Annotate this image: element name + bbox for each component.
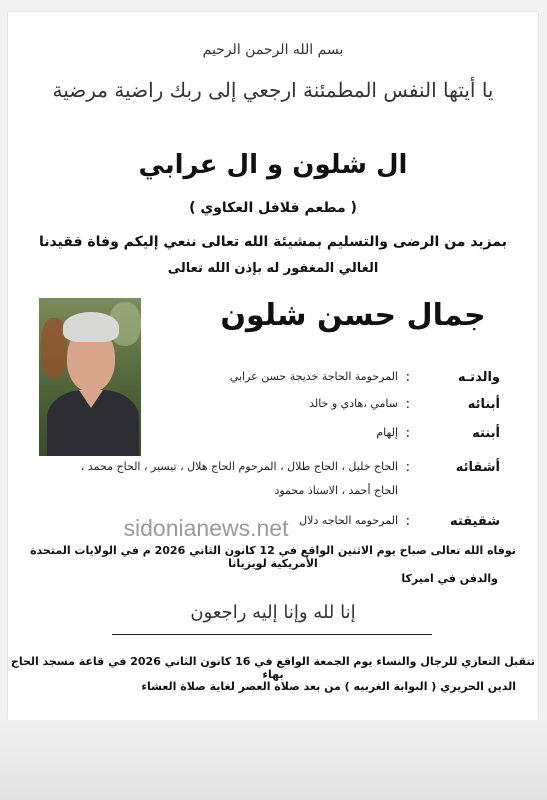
deceased-photo: [39, 298, 141, 456]
family-names: ال شلون و ال عرابي: [138, 150, 408, 180]
relative-value-continued: الحاج أحمد ، الاستاذ محمود: [274, 484, 398, 497]
condolences-line-2: الدين الحريري ( البوابة الغربيه ) من بعد صلاة العصر لغاية صلاة العشاء: [141, 680, 516, 693]
basmala: بسم الله الرحمن الرحيم: [202, 42, 344, 58]
relative-value: سامي ،هادي و خالد: [309, 397, 398, 410]
intro-line-1: بمزيد من الرضى والتسليم بمشيئة الله تعالى ننعي إليكم وفاة فقيدنا: [38, 234, 508, 250]
quran-verse: يا أيتها النفس المطمئنة ارجعي إلى ربك راضية مرضية: [52, 78, 494, 102]
deceased-name: جمال حسن شلون: [220, 298, 486, 333]
divider: [112, 634, 432, 635]
relative-label: أشقائه: [455, 460, 500, 475]
relative-value: إلهام: [376, 426, 398, 439]
relative-value: الحاج خليل ، الحاج طلال ، المرحوم الحاج هلال ، تيسير ، الحاج محمد ،: [80, 460, 398, 473]
relative-label: أبنائه: [467, 397, 500, 412]
death-notice-line-2: والدفن في اميركا: [401, 572, 498, 585]
condolences-line-1: تتقبل التعازي للرجال والنساء يوم الجمعة الواقع في 16 كانون الثاني 2026 في قاعة مسجد الحاج بهاء: [10, 655, 536, 681]
relative-label: شقيقته: [450, 514, 500, 529]
obituary-sheet: بسم الله الرحمن الرحيم يا أيتها النفس المطمئنة ارجعي إلى ربك راضية مرضية ال شلون و ال عرابي ( مطعم فلافل العكاوي ) بمزيد من الرضى والتسليم بمشيئة الله تعالى ننعي إليكم وفاة فقيدنا الغالي المغفور له بإذن الله تعالى جمال حسن شلون والدتـه : المرحومة الحاجة خديجة حسن عرابي أبنائه : سامي ،هادي و خالد أبنته : إلهام أشقائه : الحاج خليل ، الحاج طلال ، المرحوم الحاج هلال ، تيسير ، الحاج محمد ، الحاج أحمد ، الاستاذ محمود شقيقته : المرحومه الحاجه دلال sidonianews.net توفاه الله تعالى صباح يوم الاثنين الواقع في 12 كانون الثاني 2026 م في الولايات المتحدة الأمريكية لويزيانا والدفن في اميركا إنا لله وإنا إليه راجعون تتقبل التعازي للرجال والنساء يوم الجمعة الواقع في 16 كانون الثاني 2026 في قاعة مسجد الحاج بهاء الدين الحريري ( البوابة الغربيه ) من بعد صلاة العصر لغاية صلاة العشاء: [8, 12, 538, 720]
page-background: [0, 720, 547, 800]
quran-phrase: إنا لله وإنا إليه راجعون: [190, 602, 356, 623]
restaurant-name: ( مطعم فلافل العكاوي ): [189, 200, 357, 216]
relative-value: المرحومة الحاجة خديجة حسن عرابي: [229, 370, 398, 383]
watermark: sidonianews.net: [123, 515, 289, 541]
relative-label: أبنته: [472, 426, 500, 441]
relative-label: والدتـه: [457, 370, 500, 385]
relative-value: المرحومه الحاجه دلال: [299, 514, 398, 527]
intro-line-2: الغالي المغفور له بإذن الله تعالى: [167, 261, 379, 276]
death-notice-line-1: توفاه الله تعالى صباح يوم الاثنين الواقع في 12 كانون الثاني 2026 م في الولايات المتحدة الأمريكية لويزيانا: [30, 544, 516, 570]
